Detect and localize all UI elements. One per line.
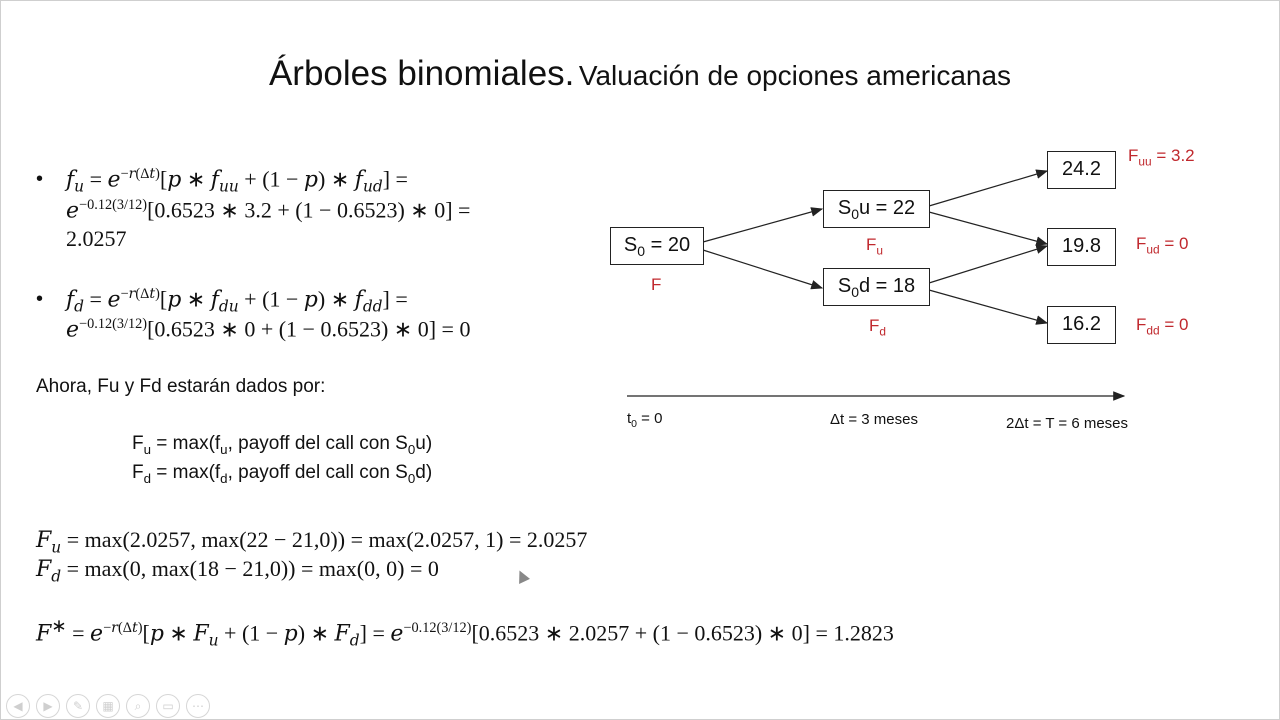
- node-up: $S_0u = 22$: [823, 190, 930, 228]
- timeline-dt: Δt = 3 meses: [830, 411, 918, 428]
- eq-fd-line2: $e^{-0.12(3/12)}[0.6523$ ∗ 0 + (1 − 0.6523) ∗ 0] = 0: [66, 316, 471, 343]
- label-F: F: [651, 275, 662, 294]
- label-Fu: $F_u$: [866, 235, 884, 258]
- arrow-up-uu: [929, 171, 1047, 206]
- node-down: $S_0d = 18$: [823, 268, 930, 306]
- timeline-T: 2Δt = T = 6 meses: [1006, 415, 1129, 432]
- node-root: $S_0 = 20$: [610, 227, 704, 265]
- arrow-down-dd: [929, 290, 1047, 323]
- eq-fu-line2: $e^{-0.12(3/12)}[0.6523$ ∗ 3.2 + (1 − 0.6523) ∗ 0] =: [66, 197, 471, 224]
- pen-icon[interactable]: ✎: [66, 694, 90, 718]
- presentation-toolbar: [6, 694, 210, 718]
- Fd-evaluation: $F_d = \max(0$, max(18 − 21,0)) = max(0, 0) = 0: [36, 556, 439, 586]
- timeline-t0: $t_0 = 0$: [627, 410, 663, 430]
- node-ud: 19.8: [1047, 228, 1116, 266]
- eq-fu-line3: 2.0257: [66, 226, 127, 251]
- Fstar-equation: $F^∗ = e^{-r(\Delta t)}[p$ ∗ $F_u + (1 - p)$ ∗ $F_d] = e^{-0.12(3/12)}[0.6523$ ∗ 2.0257 + (1 − 0.6523) ∗ 0] = 1.2823: [36, 616, 894, 650]
- title-main: Árboles binomiales.: [268, 54, 575, 93]
- node-uu: 24.2: [1047, 151, 1116, 189]
- arrow-root-down: [703, 250, 822, 288]
- Fu-evaluation: $F_u = \max(2.0257$, max(22 − 21,0)) = max(2.0257, 1) = 2.0257: [36, 527, 588, 557]
- previous-slide-icon[interactable]: ◀: [6, 694, 30, 718]
- label-Fud: $F_{ud} = 0$: [1136, 234, 1189, 257]
- arrow-root-up: [703, 209, 822, 242]
- label-Fd: $F_d$: [869, 316, 887, 339]
- eq-fd-line1: $f_d = e^{-r(\Delta t)}[p$ ∗ $f_{du} + (1 - p)$ ∗ $f_{dd}$] =: [66, 286, 408, 316]
- bullet-fu: •: [36, 168, 44, 190]
- more-options-icon[interactable]: ⋯: [186, 694, 210, 718]
- label-Fdd: $F_{dd} = 0$: [1136, 315, 1189, 338]
- bullet-fd: •: [36, 288, 44, 310]
- label-Fuu: $F_{uu} = 3.2$: [1128, 146, 1195, 169]
- eq-fu-line1: $f_u = e^{-r(\Delta t)}[p$ ∗ $f_{uu} + (1 - p)$ ∗ $f_{ud}$] =: [66, 166, 408, 196]
- arrow-up-ud: [929, 212, 1047, 244]
- node-dd: 16.2: [1047, 306, 1116, 344]
- subtitles-icon[interactable]: ▭: [156, 694, 180, 718]
- Fd-definition: $F_d = \max(f_d$, payoff del call con $S_0d$): [132, 462, 433, 486]
- title-sub: Valuación de opciones americanas: [578, 60, 1012, 91]
- zoom-icon[interactable]: ⌕: [126, 694, 150, 718]
- arrow-down-ud: [929, 246, 1047, 283]
- next-slide-icon[interactable]: ▶: [36, 694, 60, 718]
- text-ahora: Ahora, Fu y Fd estarán dados por:: [36, 376, 326, 397]
- slides-icon[interactable]: ▦: [96, 694, 120, 718]
- Fu-definition: $F_u = \max(f_u$, payoff del call con $S_0u$): [132, 433, 433, 457]
